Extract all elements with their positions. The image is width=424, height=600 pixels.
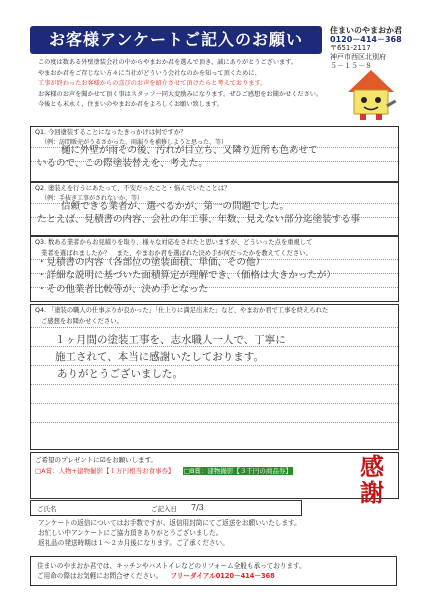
footer-note-line: アンケートの返信についてはお手数ですが、返信用封筒にてご返送をお願いいたします。 xyxy=(38,519,301,527)
question-4-heading: Q4. 「塗装の職人の仕事ぶりが良かった」「仕上りに満足出来た」など、やまおか君で工事を終えられた xyxy=(35,307,329,314)
answer-line xyxy=(31,346,398,365)
footer-note xyxy=(38,518,338,548)
date-value: 7/3 xyxy=(191,503,204,512)
answer-text: 樋に外壁が雨その後、汚れが目立ち、又隣り近所も色あせて xyxy=(61,145,318,156)
question-2-heading: Q2. 塗装えを行うにあたって、不安だったこと・悩んでいたことは？ xyxy=(35,185,231,192)
reform-info-box xyxy=(30,556,397,586)
answer-line xyxy=(31,158,398,175)
present-option-b[interactable]: □B賞：建物撮影【３千円の商品券】 xyxy=(183,467,292,475)
question-3-box xyxy=(30,236,399,302)
answer-line xyxy=(31,422,398,439)
company-name: 住まいのやまおか君 xyxy=(330,26,402,35)
intro-line: この度は数ある外壁塗装会社の中からやまおか君を選んで頂き、誠にありがとうございます。 xyxy=(38,59,298,66)
question-4-heading-2: ご感想をお聞かせください。 xyxy=(41,318,123,325)
answer-text: 信頼できる業者が、選べるかが、第一の問題でした。 xyxy=(61,201,290,212)
company-address-2: ５－１５－８ xyxy=(330,62,372,70)
question-3-heading-2: 業者を選ばれましたか？ また、やまおか君を選ばれた決め手が何だったかを教えてください。 xyxy=(41,250,312,257)
date-label: ご記入日 xyxy=(151,505,177,513)
answer-text: 施工されて、本当に感謝いたしております。 xyxy=(55,351,264,363)
answer-line xyxy=(31,403,398,422)
question-2-example: （例：手抜き工事がされないか、等） xyxy=(41,195,144,202)
present-selection-box xyxy=(30,452,399,499)
reform-contact-text: ご用命の際はお気軽にお問合せください。 xyxy=(37,572,163,580)
question-4-box xyxy=(30,304,399,450)
question-2-box xyxy=(30,182,399,236)
present-label: ご希望のプレゼントに☑をお願いします。 xyxy=(35,456,158,464)
intro-line: 工事が終わったお客様からの喜びのお声を紹介させて頂けたらと考えております。 xyxy=(38,80,267,88)
footer-note-line: お忙しい中アンケートにご協力頂きありがとうございました。 xyxy=(38,529,223,537)
answer-line xyxy=(31,284,398,299)
mascot-illustration xyxy=(340,62,402,124)
answer-text: ・見積書の内容（各部位の塗装面積、単価、その他） xyxy=(37,257,266,268)
answer-text: ・その他業者比較等が、決め手となった xyxy=(37,284,209,295)
company-postal: 〒651-2117 xyxy=(330,44,371,52)
reform-info-line xyxy=(37,571,390,581)
answer-text: １ヶ月間の塗装工事を、志水職人一人で、丁寧に xyxy=(55,334,286,346)
answer-line xyxy=(31,327,398,346)
page-title: お客様アンケートご記入のお願い xyxy=(30,26,322,54)
answer-text: ありがとうございました。 xyxy=(57,368,183,380)
answer-line xyxy=(31,214,398,231)
company-tel: 0120－414－368 xyxy=(330,35,402,44)
footer-note-line: 返礼品の発送時期は１～２カ月後になります。ご了承ください。 xyxy=(38,539,229,547)
free-dial: フリーダイアル0120－414－368 xyxy=(170,572,275,580)
question-3-heading: Q3. 数ある業者からお見積りを取り、様々な対応をされたと思いますが、どういった点を重視して xyxy=(35,239,313,246)
name-date-box xyxy=(30,500,302,516)
company-address-1: 神戸市西区北別府 xyxy=(330,53,386,61)
question-1-example: （例：訪問販売がうるさかった、雨漏りを補修しようと思った、等） xyxy=(41,139,228,146)
present-options xyxy=(31,466,398,475)
name-label: ご氏名 xyxy=(37,505,57,513)
answer-text: ・詳細な説明に基づいた面積算定が理解でき、（価格は大きかったが） xyxy=(37,270,336,281)
intro-line: やまおか君をご存じない方々に当社がどういう会社なのかを知って頂くために、 xyxy=(38,69,261,77)
answer-line xyxy=(31,384,398,403)
answer-line xyxy=(31,365,398,384)
intro-line: 今後とも末永く、住まいのやまおか君をよろしくお願い致します。 xyxy=(38,101,224,109)
intro-line: お客様のお声を聞かせて頂く事はスタッフ一同大変励みになります。ぜひご感想をお聞かせください。 xyxy=(38,90,323,98)
present-option-a[interactable]: □A賞：人物+建物撮影【１万円相当お食事券】 xyxy=(35,467,175,475)
intro-text xyxy=(38,58,330,111)
question-1-box xyxy=(30,126,399,182)
answer-text: たとえば、見積書の内容、会社の年工事、年数、見えない部分迄塗装する事 xyxy=(37,214,361,225)
question-1-heading: Q1. 今回塗装することになったきっかけは何ですか？ xyxy=(35,129,187,136)
answer-text: いるので、この際塗装替えを、考えた。 xyxy=(37,158,208,169)
kansha-stamp: 感謝 xyxy=(360,452,384,507)
reform-info-line: 住まいのやまおか君では、キッチンやバストイレなどのリフォーム全般も承っております。 xyxy=(37,562,306,570)
